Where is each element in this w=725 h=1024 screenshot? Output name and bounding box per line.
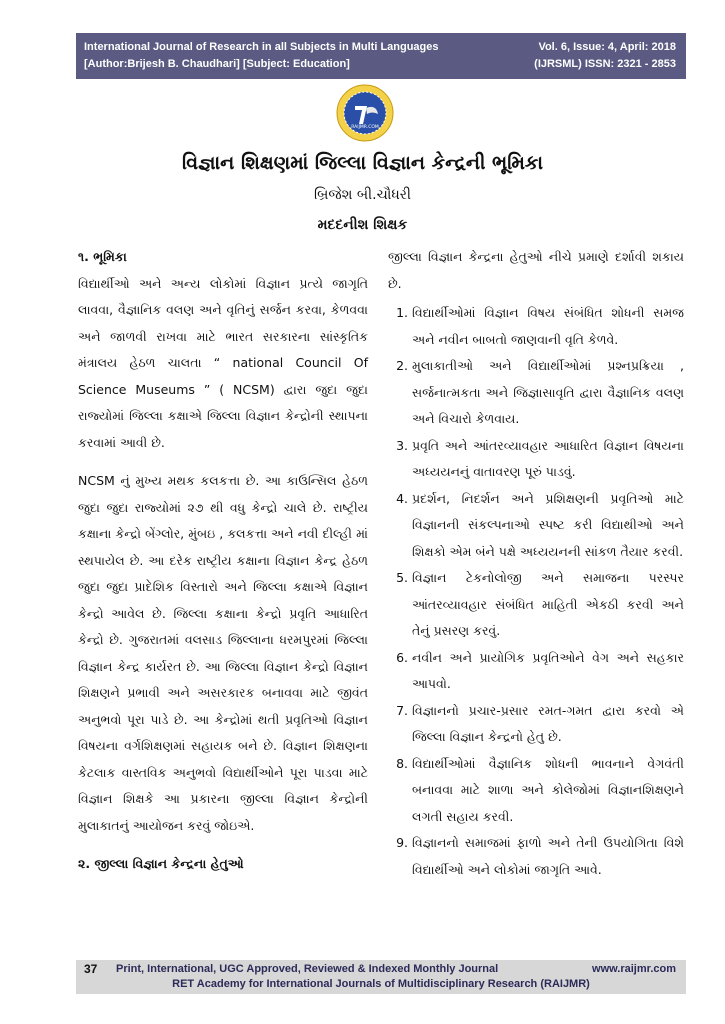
header-right bbox=[534, 39, 676, 73]
header-left bbox=[84, 39, 439, 73]
list-item: 5. વિજ્ઞાન ટેકનોલોજી અને સમાજના પરસ્પર આંતરવ્યાવહાર સંબંધિત માહિતી એકઠી કરવી અને તેનું પ્રસરણ કરવું. bbox=[412, 565, 684, 645]
list-item: 3. પ્રવૃતિ અને આંતરવ્યાવહાર આધારિત વિજ્ઞાન વિષયના અધ્યયનનું વાતાવરણ પૂરું પાડવું. bbox=[412, 433, 684, 486]
list-item: 1. વિદ્યાર્થીઓમાં વિજ્ઞાન વિષય સંબંધિત શોધની સમજ અને નવીન બાબતો જાણવાની વૃતિ કેળવે. bbox=[412, 300, 684, 353]
list-item: 8. વિદ્યાર્થીઓમાં વૈજ્ઞાનિક શોધની ભાવનાને વેગવંતી બનાવવા માટે શાળા અને કોલેજોમાં વિજ્ઞાનશિક્ષણને લગતી સહાય કરવી. bbox=[412, 751, 684, 831]
journal-name: International Journal of Research in all Subjects in Multi Languages bbox=[84, 41, 439, 53]
list-item: 6. નવીન અને પ્રાયોગિક પ્રવૃતિઓને વેગ અને સહકાર આપવો. bbox=[412, 645, 684, 698]
list-item: 7. વિજ્ઞાનનો પ્રચાર-પ્રસાર રમત-ગમત દ્વારા કરવો એ જિલ્લા વિજ્ઞાન કેન્દ્રનો હેતુ છે. bbox=[412, 698, 684, 751]
issn: (IJRSML) ISSN: 2321 - 2853 bbox=[534, 58, 676, 70]
page-number: 37 bbox=[84, 962, 98, 976]
author-role: મદદનીશ શિક્ષક bbox=[317, 217, 408, 233]
article-author: બ્રિજેશ બી.ચૌધરી bbox=[313, 187, 412, 203]
section-heading-objectives: ૨. જીલ્લા વિજ્ઞાન કેન્દ્રના હેતુઓ bbox=[78, 856, 244, 871]
paragraph-ncsm: NCSM નું મુખ્ય મથક કલકત્તા છે. આ કાઉન્સિલ હેઠળ જુદા જુદા રાજ્યોમાં ૨૭ થી વધુ કેન્દ્રો ચાલે છે. રાષ્ટ્રીય કક્ષાના કેન્દ્રો બેંગ્લોર, મુંબઇ , કલકત્તા અને નવી દીલ્હી માં સ્થપાયેલ છે. આ દરેક રાષ્ટ્રીય કક્ષાના વિજ્ઞાન કેન્દ્ર હેઠળ જુદા જુદા પ્રાદેશિક વિસ્તારો અને જિલ્લા કક્ષાએ વિજ્ઞાન કેન્દ્રો આવેલ છે. જિલ્લા કક્ષાના કેન્દ્રો પ્રવૃતિ આધારિત કેન્દ્રો છે. ગુજરાતમાં વલસાડ જિલ્લાના ધરમપુરમાં જિલ્લા વિજ્ઞાન કેન્દ્ર કાર્યરત છે. આ જિલ્લા વિજ્ઞાન કેન્દ્રો વિજ્ઞાન શિક્ષણને પ્રભાવી અને અસરકારક બનાવવા માટે જીવંત અનુભવો પૂરા પાડે છે. આ કેન્દ્રોમાં થતી પ્રવૃતિઓ વિજ્ઞાન વિષયના વર્ગશિક્ષણમાં સહાયક બને છે. વિજ્ઞાન શિક્ષણના કેટલાક વાસ્તવિક અનુભવો વિદ્યાર્થીઓને પૂરા પાડવા માટે વિજ્ઞાન શિક્ષકે આ પ્રકારના જીલ્લા વિજ્ઞાન કેન્દ્રોની મુલાકાતનું આયોજન કરવું જોઇએ. bbox=[78, 473, 368, 833]
section-heading-introduction: ૧. ભૂમિકા bbox=[78, 249, 127, 264]
left-column bbox=[78, 244, 368, 878]
author-subject: [Author:Brijesh B. Chaudhari] [Subject: Education] bbox=[84, 58, 350, 70]
list-item: 9. વિજ્ઞાનનો સમાજમાં ફાળો અને તેની ઉપયોગિતા વિશે વિદ્યાર્થીઓ અને લોકોમાં જાગૃતિ આવે. bbox=[412, 830, 684, 883]
objectives-list bbox=[388, 300, 684, 883]
journal-seal-icon bbox=[336, 84, 394, 142]
svg-text:RAIJMR.COM: RAIJMR.COM bbox=[351, 125, 379, 130]
right-column bbox=[388, 244, 684, 883]
objectives-intro: જીલ્લા વિજ્ઞાન કેન્દ્રના હેતુઓ નીચે પ્રમાણે દર્શાવી શકાય છે. bbox=[388, 249, 684, 291]
journal-footer bbox=[76, 960, 686, 994]
journal-header bbox=[76, 33, 686, 79]
list-item: 4. પ્રદર્શન, નિદર્શન અને પ્રશિક્ષણની પ્રવૃતિઓ માટે વિજ્ઞાનની સંકલ્પનાઓ સ્પષ્ટ કરી વિદ્યાથીઓ અને શિક્ષકો એમ બંને પક્ષે અધ્યયનની સાંકળ તૈયાર કરવી. bbox=[412, 486, 684, 566]
paragraph-introduction: વિદ્યાર્થીઓ અને અન્ય લોકોમાં વિજ્ઞાન પ્રત્યે જાગૃતિ લાવવા, વૈજ્ઞાનિક વલણ અને વૃતિનું સર્જન કરવા, કેળવવા અને જાળવી રાખવા માટે ભારત સરકારના સાંસ્કૃતિક મંત્રાલય હેઠળ ચાલતા “ national Council Of Science Museums ” ( NCSM) દ્વારા જુદા જુદા રાજ્યોમાં જિલ્લા કક્ષાએ જિલ્લા વિજ્ઞાન કેન્દ્રોની સ્થાપના કરવામાં આવી છે. bbox=[78, 275, 368, 450]
footer-journal-info: Print, International, UGC Approved, Reviewed & Indexed Monthly Journal bbox=[116, 963, 499, 975]
footer-publisher: RET Academy for International Journals of Multidisciplinary Research (RAIJMR) bbox=[172, 978, 590, 990]
list-item: 2. મુલાકાતીઓ અને વિદ્યાર્થીઓમાં પ્રશ્નપ્રક્રિયા , સર્જનાત્મકતા અને જિજ્ઞાસાવૃતિ દ્વારા વૈજ્ઞાનિક વલણ અને વિચારો કેળવાય. bbox=[412, 353, 684, 433]
footer-url[interactable]: www.raijmr.com bbox=[592, 963, 676, 975]
article-title: વિજ્ઞાન શિક્ષણમાં જિલ્લા વિજ્ઞાન કેન્દ્રની ભૂમિકા bbox=[182, 152, 543, 174]
volume-issue: Vol. 6, Issue: 4, April: 2018 bbox=[538, 41, 676, 53]
